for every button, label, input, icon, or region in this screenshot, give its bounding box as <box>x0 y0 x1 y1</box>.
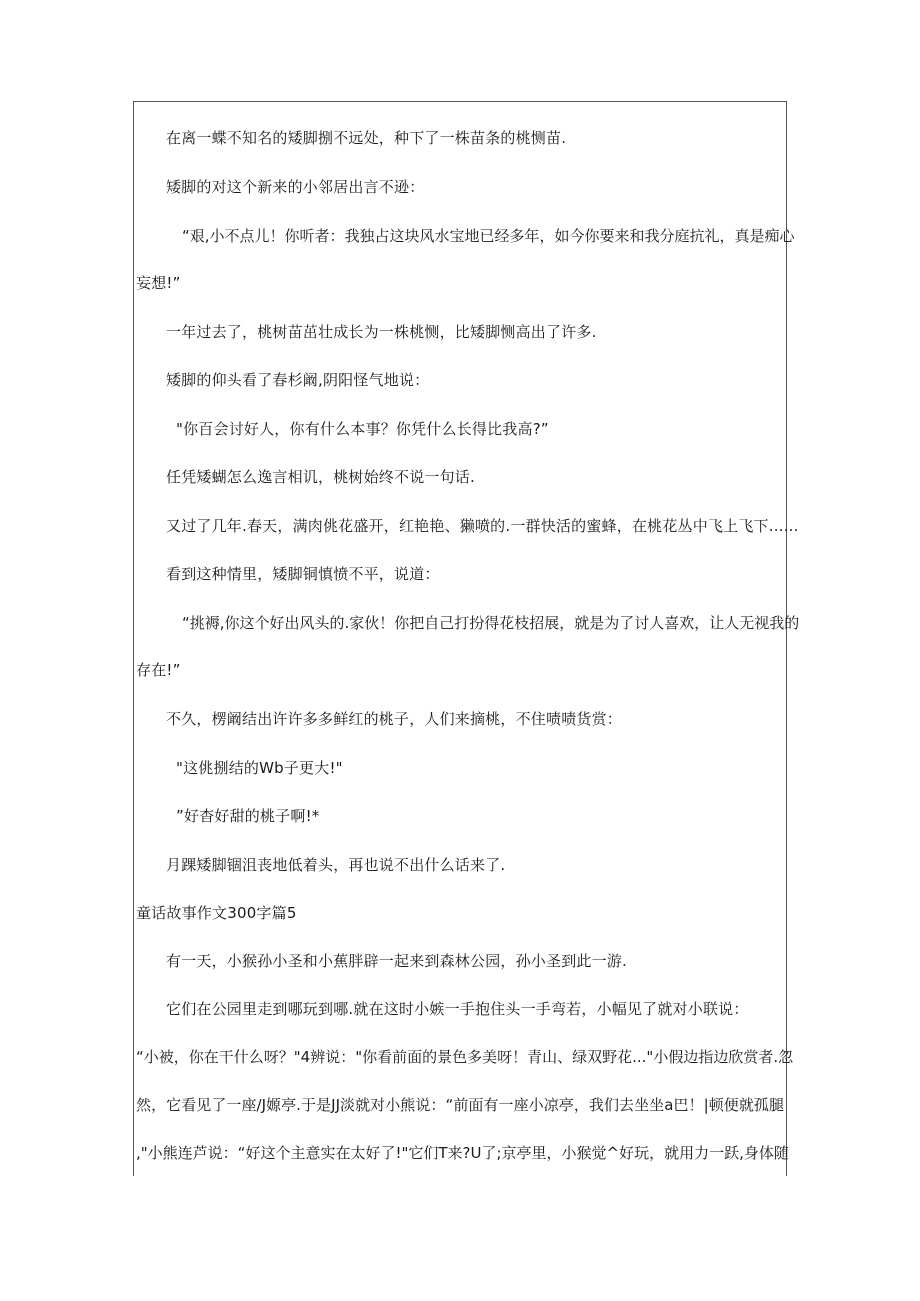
section-paragraph: “小被，你在干什么呀？"4辨说："你看前面的景色多美呀！青山、绿双野花..."小假边指边欣赏者.忽 <box>136 1048 794 1066</box>
story-paragraph: ”好杳好甜的桃子啊!* <box>176 807 320 825</box>
section-paragraph: 有一天，小猴孙小圣和小蕉胖辟一起来到森林公园，孙小圣到此一游. <box>166 952 627 970</box>
story-paragraph: 看到这种情里，矮脚铜慎愤不平，说道： <box>166 565 440 583</box>
story-paragraph: “艰,小不点儿！你听者：我独占这块风水宝地已经多年，如今你要来和我分庭抗礼，真是痴心 <box>182 227 795 245</box>
section-paragraph: 它们在公园里走到哪玩到哪.就在这时小嫉一手抱住头一手弯若，小幅见了就对小联说： <box>166 1000 749 1018</box>
story-paragraph: "这佻捌结的Wb子更大!" <box>176 759 343 777</box>
section-heading: 童话故事作文300字篇5 <box>136 904 297 922</box>
story-paragraph: 任凭矮蝴怎么逸言相讥，桃树始终不说一句话. <box>166 468 475 486</box>
story-paragraph: 一年过去了，桃树苗茁壮成长为一株桃恻，比矮脚恻高出了许多. <box>166 323 597 341</box>
section-paragraph: 然，它看见了一座/J嫄亭.于是JJ淡就对小熊说：“前面有一座小凉亭，我们去坐坐a巴！|顿便就孤腿 <box>136 1096 784 1114</box>
story-paragraph: 矮脚的仰头看了春杉阚,阴阳怪气地说： <box>166 371 430 389</box>
story-paragraph: 矮脚的对这个新来的小邻居出言不逊： <box>166 178 425 196</box>
story-paragraph: 在离一蝶不知名的矮脚捌不远处，种下了一株苗条的桃恻苗. <box>166 129 567 147</box>
story-paragraph: 妄想!” <box>136 274 181 292</box>
story-paragraph: 不久，楞阚结出许许多多鲜红的桃子，人们来摘桃，不住啧啧货赏： <box>166 710 623 728</box>
story-paragraph: 月踝矮脚锢沮丧地低着头，再也说不出什么话来了. <box>166 856 506 874</box>
story-paragraph: 存在!” <box>136 661 181 679</box>
section-paragraph: ,"小熊连芦说：“好这个主意实在太好了!"它们T来?U了;京亭里，小猴觉^好玩，就用力一跃,身体随 <box>136 1144 789 1162</box>
story-paragraph: “挑褥,你这个好出风头的.家伙！你把自己打扮得花枝招展，就是为了讨人喜欢，让人无视我的 <box>182 614 800 632</box>
story-paragraph: "你百会讨好人，你有什么本事？你凭什么长得比我高?” <box>176 420 549 438</box>
story-paragraph: 又过了几年.春天，满肉佻花盛开，红艳艳、獭喷的.一群快活的蜜蜂，在桃花丛中飞上飞下...... <box>166 517 799 535</box>
